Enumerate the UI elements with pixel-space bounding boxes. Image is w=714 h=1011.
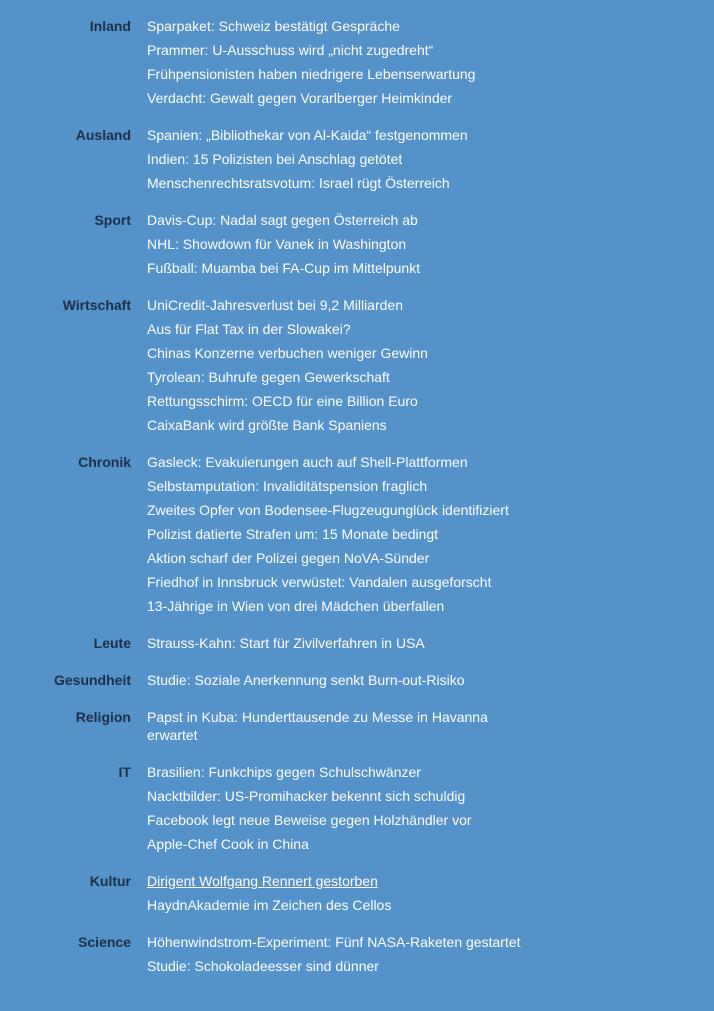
headline-link[interactable]: Rettungsschirm: OECD für eine Billion Euro (147, 393, 418, 409)
section-label: Science (78, 934, 131, 950)
headline-link[interactable]: Selbstamputation: Invaliditätspension fraglich (147, 478, 428, 494)
headline-item (147, 705, 532, 747)
headline-item (147, 365, 532, 389)
headline-item (147, 208, 532, 232)
section-sport (0, 208, 714, 280)
headline-link[interactable]: Aus für Flat Tax in der Slowakei? (147, 321, 351, 337)
headline-item (147, 668, 532, 692)
section-leute (0, 631, 714, 655)
section-label: Ausland (75, 127, 131, 143)
headline-item (147, 631, 532, 655)
headline-item (147, 522, 532, 546)
headline-item (147, 293, 532, 317)
section-religion (0, 705, 714, 747)
section-label: Sport (94, 212, 131, 228)
headline-item (147, 893, 532, 917)
headline-item (147, 232, 532, 256)
headline-link[interactable]: Verdacht: Gewalt gegen Vorarlberger Heimkinder (147, 90, 453, 106)
headline-link[interactable]: NHL: Showdown für Vanek in Washington (147, 236, 407, 252)
headline-item (147, 832, 532, 856)
headline-link[interactable]: Sparpaket: Schweiz bestätigt Gespräche (147, 18, 400, 34)
headline-item (147, 123, 532, 147)
headline-link-hovered[interactable]: Dirigent Wolfgang Rennert gestorben (147, 873, 378, 889)
headline-item (147, 808, 532, 832)
headline-list (0, 450, 714, 618)
headline-link[interactable]: Indien: 15 Polizisten bei Anschlag getötet (147, 151, 403, 167)
headline-item (147, 450, 532, 474)
headline-item (147, 147, 532, 171)
section-label: Chronik (78, 454, 131, 470)
headline-item (147, 760, 532, 784)
headline-link[interactable]: Papst in Kuba: Hunderttausende zu Messe in Havanna erwartet (147, 709, 488, 743)
headline-item (147, 954, 532, 978)
headline-item (147, 341, 532, 365)
section-label: Leute (93, 635, 131, 651)
headline-link[interactable]: 13-Jährige in Wien von drei Mädchen überfallen (147, 598, 445, 614)
headline-item (147, 86, 532, 110)
headline-item (147, 784, 532, 808)
section-inland (0, 14, 714, 110)
headline-link[interactable]: Davis-Cup: Nadal sagt gegen Österreich ab (147, 212, 418, 228)
headline-item (147, 14, 532, 38)
section-kultur (0, 869, 714, 917)
section-science (0, 930, 714, 978)
headline-item (147, 498, 532, 522)
headline-item (147, 930, 532, 954)
section-chronik (0, 450, 714, 618)
headline-link[interactable]: Zweites Opfer von Bodensee-Flugzeugunglück identifiziert (147, 502, 509, 518)
section-label: Gesundheit (53, 672, 131, 688)
section-label: Inland (89, 18, 131, 34)
section-label: Religion (75, 709, 131, 725)
headline-link[interactable]: Studie: Soziale Anerkennung senkt Burn-out-Risiko (147, 672, 465, 688)
section-label: IT (118, 764, 131, 780)
headline-link[interactable]: Frühpensionisten haben niedrigere Lebenserwartung (147, 66, 476, 82)
headline-link[interactable]: Prammer: U-Ausschuss wird „nicht zugedreht“ (147, 42, 434, 58)
section-wirtschaft (0, 293, 714, 437)
headline-link[interactable]: Apple-Chef Cook in China (147, 836, 309, 852)
headline-item (147, 317, 532, 341)
headline-item (147, 171, 532, 195)
headline-link[interactable]: Friedhof in Innsbruck verwüstet: Vandalen ausgeforscht (147, 574, 492, 590)
headline-item (147, 594, 532, 618)
section-ausland (0, 123, 714, 195)
headline-link[interactable]: Studie: Schokoladeesser sind dünner (147, 958, 379, 974)
headline-link[interactable]: Facebook legt neue Beweise gegen Holzhändler vor (147, 812, 472, 828)
headline-link[interactable]: Menschenrechtsratsvotum: Israel rügt Österreich (147, 175, 450, 191)
headline-link[interactable]: Höhenwindstrom-Experiment: Fünf NASA-Raketen gestartet (147, 934, 521, 950)
section-it (0, 760, 714, 856)
headline-link[interactable]: UniCredit-Jahresverlust bei 9,2 Milliarden (147, 297, 403, 313)
headline-link[interactable]: Chinas Konzerne verbuchen weniger Gewinn (147, 345, 428, 361)
headline-link[interactable]: Nacktbilder: US-Promihacker bekennt sich schuldig (147, 788, 466, 804)
headline-link[interactable]: Tyrolean: Buhrufe gegen Gewerkschaft (147, 369, 390, 385)
headline-link[interactable]: Polizist datierte Strafen um: 15 Monate bedingt (147, 526, 439, 542)
headline-item (147, 474, 532, 498)
headline-link[interactable]: Aktion scharf der Polizei gegen NoVA-Sünder (147, 550, 430, 566)
section-label: Kultur (89, 873, 131, 889)
headline-link[interactable]: Brasilien: Funkchips gegen Schulschwänzer (147, 764, 421, 780)
headline-item (147, 413, 532, 437)
headline-link[interactable]: Strauss-Kahn: Start für Zivilverfahren in USA (147, 635, 425, 651)
headline-link[interactable]: Gasleck: Evakuierungen auch auf Shell-Plattformen (147, 454, 468, 470)
section-label: Wirtschaft (62, 297, 131, 313)
headline-item (147, 570, 532, 594)
headline-item (147, 546, 532, 570)
headline-item (147, 62, 532, 86)
headline-item (147, 869, 532, 893)
headline-link[interactable]: Spanien: „Bibliothekar von Al-Kaida“ festgenommen (147, 127, 468, 143)
headline-item (147, 38, 532, 62)
headline-link[interactable]: CaixaBank wird größte Bank Spaniens (147, 417, 387, 433)
headline-link[interactable]: HaydnAkademie im Zeichen des Cellos (147, 897, 392, 913)
headline-link[interactable]: Fußball: Muamba bei FA-Cup im Mittelpunkt (147, 260, 421, 276)
headline-item (147, 389, 532, 413)
section-gesundheit (0, 668, 714, 692)
headline-item (147, 256, 532, 280)
